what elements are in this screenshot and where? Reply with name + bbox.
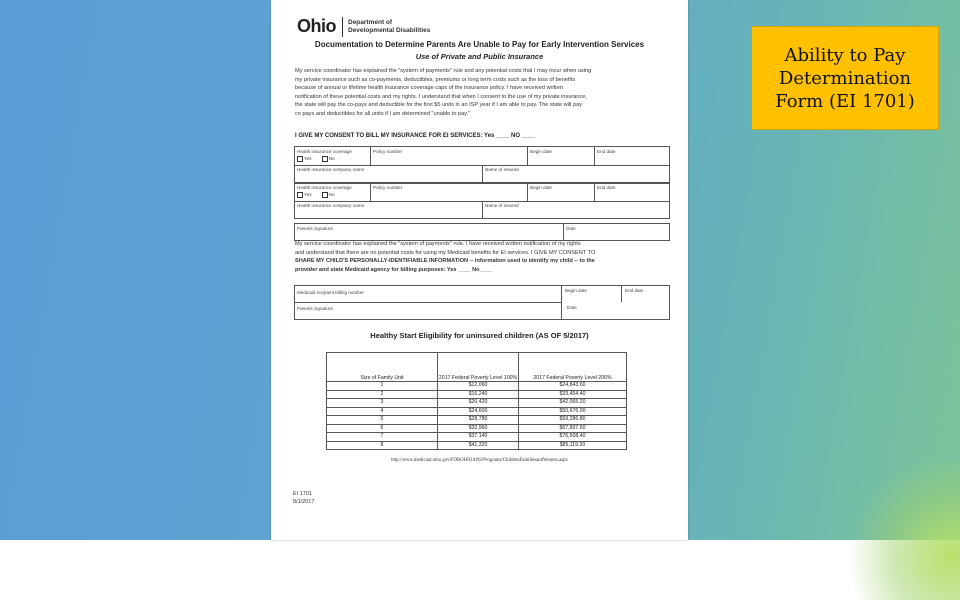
- table-header-row: [327, 353, 627, 382]
- fpl-206-cell: $59,286.80: [519, 416, 627, 425]
- poverty-level-table: [326, 352, 627, 450]
- form-document-image: [271, 0, 688, 540]
- company-label: Health insurance company name: [297, 167, 365, 172]
- table-row: [327, 424, 627, 433]
- slide-title: Ability to Pay Determination Form (EI 1701): [775, 44, 915, 112]
- header-fpl-206: 2017 Federal Poverty Level 206%: [519, 353, 627, 382]
- table-row: [327, 407, 627, 416]
- table-row: [327, 390, 627, 399]
- end-date-label: End date: [597, 149, 616, 154]
- begin-date-label: Begin date: [530, 185, 552, 190]
- coverage-label: Health insurance coverage: [297, 185, 352, 190]
- fpl-100-cell: $28,780: [438, 416, 519, 425]
- coverage-options: Yes No: [297, 192, 335, 198]
- policy-number-label: Policy number: [373, 149, 403, 154]
- signature-label: Parents signature: [297, 226, 334, 231]
- form-id: EI 1701: [293, 491, 312, 497]
- fpl-100-cell: $24,600: [438, 407, 519, 416]
- signature-label: Parents signature: [297, 306, 334, 311]
- date-label: Date: [567, 305, 577, 310]
- slide-title-box: [751, 26, 939, 130]
- family-size-cell: 1: [327, 382, 438, 391]
- header-fpl-100: 2017 Federal Poverty Level 100%: [438, 353, 519, 382]
- insurance-paragraph: My service coordinator has explained the "system of payments" rule and any potential costs that I may incur when using my private insurance such as co-payments, deductibles, premiums or long term costs such as the loss of benefits because of annual or lifetime health insurance coverage caps of the insurance policy. I have received written notification of these potential costs and my rights. I understand that when I consent to the use of my private insurance, the state will pay the co-pays and deductible for the first $5 units in an ISP year if I am able to pay. The state will pay co pays and deductibles for all units if I am determined "unable to pay.": [295, 68, 592, 117]
- fpl-100-cell: $37,140: [438, 433, 519, 442]
- fpl-206-cell: $33,454.40: [519, 390, 627, 399]
- table-row: [327, 441, 627, 450]
- signature-block-1: [294, 223, 670, 241]
- medicaid-paragraph: My service coordinator has explained the "system of payments" rule. I have received written notification of my rights and understand that there are no potential costs for using my Medicaid benefits for EI services. I GIVE MY CONSENT TO SHARE MY CHILD'S PERSONALLY-IDENTIFIABLE INFORMATION -- information used to identify my child -- to the provider and state Medicaid agency for billing purposes: Yes ____ No____: [295, 241, 596, 273]
- form-date: 8/1/2017: [293, 499, 315, 505]
- date-label: Date: [566, 226, 576, 231]
- begin-date-label: Begin date: [530, 149, 552, 154]
- end-date-label: End date: [597, 185, 616, 190]
- form-title: Documentation to Determine Parents Are Unable to Pay for Early Intervention Services: [314, 40, 645, 49]
- form-subtitle: Use of Private and Public Insurance: [415, 52, 544, 61]
- coverage-label: Health insurance coverage: [297, 149, 352, 154]
- ohio-logo: [297, 16, 430, 37]
- fpl-206-cell: $76,508.40: [519, 433, 627, 442]
- header-family-size: Size of Family Unit: [327, 353, 438, 382]
- fpl-100-cell: $12,060: [438, 382, 519, 391]
- medicaid-end-label: End date: [625, 288, 644, 293]
- fpl-206-cell: $42,065.20: [519, 399, 627, 408]
- decorative-glow: [840, 460, 960, 600]
- policy-number-label: Policy number: [373, 185, 403, 190]
- insurance-block-1: [294, 146, 670, 184]
- fpl-206-cell: $85,119.20: [519, 441, 627, 450]
- medicaid-begin-label: Begin date: [565, 288, 587, 293]
- healthy-start-title: Healthy Start Eligibility for uninsured children (AS OF 5/2017): [370, 331, 589, 340]
- table-row: [327, 399, 627, 408]
- form-footer: [293, 490, 314, 506]
- fpl-206-cell: $50,676.00: [519, 407, 627, 416]
- family-size-cell: 4: [327, 407, 438, 416]
- fpl-100-cell: $16,240: [438, 390, 519, 399]
- company-label: Health insurance company name: [297, 203, 365, 208]
- fpl-100-cell: $41,320: [438, 441, 519, 450]
- fpl-100-cell: $20,420: [438, 399, 519, 408]
- fpl-100-cell: $32,960: [438, 424, 519, 433]
- table-row: [327, 416, 627, 425]
- coverage-options: Yes No: [297, 156, 335, 162]
- logo-word: Ohio: [297, 16, 336, 36]
- medicaid-block: [294, 285, 670, 320]
- family-size-cell: 6: [327, 424, 438, 433]
- insured-label: Name of insured: [485, 203, 519, 208]
- table-row: [327, 433, 627, 442]
- insurance-consent-line: I GIVE MY CONSENT TO BILL MY INSURANCE FOR EI SERVICES: Yes ____ NO ____: [295, 133, 536, 139]
- family-size-cell: 8: [327, 441, 438, 450]
- family-size-cell: 3: [327, 399, 438, 408]
- family-size-cell: 2: [327, 390, 438, 399]
- insurance-block-2: [294, 182, 670, 219]
- source-url: http://www.medicaid.ohio.gov/FOROHIOANS/Programs/ChildrenFamiliesandWomen.aspx: [391, 458, 568, 463]
- logo-divider: [342, 17, 343, 37]
- department-name: Department of Developmental Disabilities: [348, 18, 431, 34]
- fpl-206-cell: $67,897.60: [519, 424, 627, 433]
- medicaid-number-label: Medicaid recipient billing number: [297, 290, 364, 295]
- insured-label: Name of insured: [485, 167, 519, 172]
- family-size-cell: 7: [327, 433, 438, 442]
- table-row: [327, 382, 627, 391]
- fpl-206-cell: $24,843.60: [519, 382, 627, 391]
- family-size-cell: 5: [327, 416, 438, 425]
